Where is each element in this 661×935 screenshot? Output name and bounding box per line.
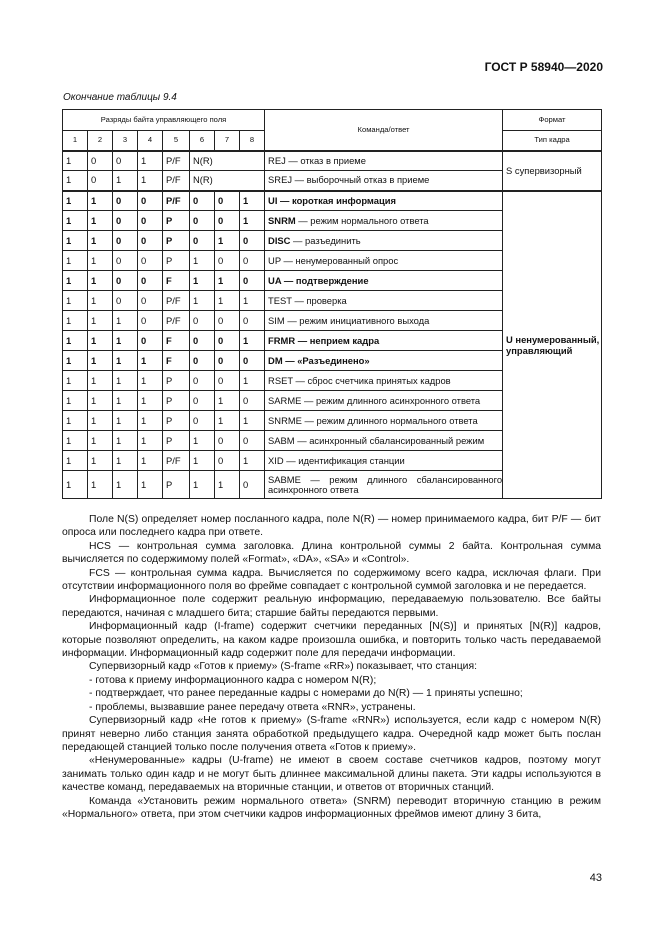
bit-cell: 0 <box>138 331 163 351</box>
command-code: DISC <box>268 234 291 246</box>
bit-cell: 0 <box>88 171 113 191</box>
command-cell: REJ — отказ в приеме <box>265 151 503 171</box>
command-cell: XID — идентификация станции <box>265 451 503 471</box>
bit-cell: 1 <box>240 191 265 211</box>
paragraph: Супервизорный кадр «Не готов к приему» (S-frame «RNR») используется, если кадр с номером N(R) принят неверно либо станция занята обработкой предыдущего кадра. Очередной кадр может быть послан передающей станцией только после получения ответа «Готов к приему». <box>62 715 601 753</box>
bit-cell: 0 <box>138 211 163 231</box>
bit-cell: 1 <box>215 271 240 291</box>
bit-cell: 0 <box>190 211 215 231</box>
bit-cell: 0 <box>215 191 240 211</box>
bit-cell: 1 <box>240 411 265 431</box>
command-cell: TEST — проверка <box>265 291 503 311</box>
bit-cell: P <box>163 411 190 431</box>
bit-cell: 1 <box>88 231 113 251</box>
format-unnumbered: U ненумерованный, управляющий <box>503 191 602 499</box>
paragraph: Информационное поле содержит реальную информацию, передаваемую пользователю. Все байты передаются, начиная с младшего бита; старшие байты передаются первыми. <box>62 594 601 619</box>
bit-cell: 0 <box>240 271 265 291</box>
page-number: 43 <box>589 872 602 884</box>
bit-cell: 1 <box>215 411 240 431</box>
command-cell <box>265 211 503 231</box>
bit-cell: 1 <box>113 411 138 431</box>
bit-cell: 1 <box>113 391 138 411</box>
bit-cell: 1 <box>190 431 215 451</box>
command-cell: SREJ — выборочный отказ в приеме <box>265 171 503 191</box>
bit-cell: 1 <box>215 391 240 411</box>
bit-cell: 1 <box>63 231 88 251</box>
format-supervisory: S супервизорный <box>503 151 602 191</box>
bit-cell: 1 <box>138 471 163 499</box>
command-cell: SABME — режим длинного сбалансированного асинхронного ответа <box>265 471 503 499</box>
bit-cell: 1 <box>88 391 113 411</box>
bit-cell: 0 <box>190 331 215 351</box>
list-item: - готова к приему информационного кадра с номером N(R); <box>89 674 377 686</box>
command-cell: SIM — режим инициативного выхода <box>265 311 503 331</box>
command-cell: SNRME — режим длинного нормального ответа <box>265 411 503 431</box>
bit-cell: 0 <box>190 411 215 431</box>
command-desc: — режим нормального ответа <box>295 214 429 226</box>
bit-cell: P <box>163 471 190 499</box>
bit-cell: 1 <box>215 471 240 499</box>
table-row <box>63 151 602 171</box>
bit-cell: 1 <box>138 451 163 471</box>
bit-cell: 0 <box>240 231 265 251</box>
table-caption: Окончание таблицы 9.4 <box>63 92 177 103</box>
bit-cell: 1 <box>63 311 88 331</box>
bits-group-header: Разряды байта управляющего поля <box>63 110 265 131</box>
bit-cell: 0 <box>215 211 240 231</box>
bit-cell: 0 <box>215 351 240 371</box>
bit-cell: 0 <box>240 311 265 331</box>
paragraph: Команда «Установить режим нормального ответа» (SNRM) переводит вторичную станцию в режим «Нормального» ответа, при этом счетчики кадров информационных фреймов имеют длину 3 бита, <box>62 795 601 820</box>
paragraph: Супервизорный кадр «Готов к приему» (S-frame «RR») показывает, что станция: <box>89 661 477 673</box>
bit-cell: 0 <box>240 351 265 371</box>
bit-cell: 1 <box>240 371 265 391</box>
bit-cell: 1 <box>113 331 138 351</box>
bit-cell: 0 <box>138 311 163 331</box>
bit-cell: 0 <box>240 431 265 451</box>
bit-number: 6 <box>190 131 215 151</box>
bit-cell: P <box>163 371 190 391</box>
bit-cell: 0 <box>113 211 138 231</box>
bit-cell: P/F <box>163 311 190 331</box>
bit-cell: 0 <box>113 291 138 311</box>
bit-cell: 1 <box>190 291 215 311</box>
bit-cell: P <box>163 391 190 411</box>
frame-type-header: Тип кадра <box>503 131 602 151</box>
bit-cell: 1 <box>88 451 113 471</box>
paragraph: FCS — контрольная сумма кадра. Вычисляется по содержимому всего кадра, исключая флаги. При отсутствии информационного поля во фрейме совпадает с контрольной суммой заголовка и не передается. <box>62 567 601 593</box>
format-header: Формат <box>503 110 602 131</box>
bit-cell: 0 <box>138 191 163 211</box>
bit-cell: 1 <box>138 411 163 431</box>
bit-cell: 1 <box>63 211 88 231</box>
bit-cell: 1 <box>88 371 113 391</box>
bit-cell: 1 <box>190 271 215 291</box>
command-cell: RSET — сброс счетчика принятых кадров <box>265 371 503 391</box>
bit-cell: F <box>163 351 190 371</box>
bit-cell: 1 <box>240 211 265 231</box>
bit-cell: 1 <box>63 291 88 311</box>
list-item: - проблемы, вызвавшие ранее передачу ответа «RNR», устранены. <box>89 701 416 713</box>
command-cell: UI — короткая информация <box>265 191 503 211</box>
bit-cell: 1 <box>63 251 88 271</box>
bit-cell: 1 <box>88 351 113 371</box>
table-row <box>63 191 602 211</box>
bit-cell: 0 <box>215 331 240 351</box>
bit-number: 1 <box>63 131 88 151</box>
bit-cell: 0 <box>190 351 215 371</box>
control-field-table <box>62 109 602 499</box>
bit-cell: 0 <box>215 451 240 471</box>
bit-cell: 1 <box>88 271 113 291</box>
bit-cell: 0 <box>113 271 138 291</box>
bit-cell: 1 <box>190 451 215 471</box>
bit-cell: 0 <box>113 231 138 251</box>
nr-cell: N(R) <box>190 171 265 191</box>
bit-cell: 1 <box>88 251 113 271</box>
bit-number: 4 <box>138 131 163 151</box>
bit-number: 2 <box>88 131 113 151</box>
bit-cell: 1 <box>63 451 88 471</box>
bit-cell: 1 <box>88 331 113 351</box>
bit-cell: 1 <box>240 451 265 471</box>
bit-cell: 0 <box>113 191 138 211</box>
bit-cell: 1 <box>63 191 88 211</box>
command-cell <box>265 231 503 251</box>
bit-cell: 1 <box>113 451 138 471</box>
bit-cell: P/F <box>163 191 190 211</box>
bit-cell: 1 <box>113 471 138 499</box>
bit-cell: 0 <box>190 231 215 251</box>
bit-cell: 1 <box>190 471 215 499</box>
bit-cell: 1 <box>138 351 163 371</box>
bit-number: 5 <box>163 131 190 151</box>
command-cell: SABM — асинхронный сбалансированный режим <box>265 431 503 451</box>
command-header: Команда/ответ <box>265 110 503 151</box>
bit-cell: 1 <box>88 291 113 311</box>
bit-cell: 0 <box>190 391 215 411</box>
bit-cell: 1 <box>88 191 113 211</box>
bit-cell: 1 <box>190 251 215 271</box>
bit-cell: 0 <box>113 251 138 271</box>
bit-cell: 0 <box>215 251 240 271</box>
bit-cell: 0 <box>113 151 138 171</box>
bit-cell: P/F <box>163 291 190 311</box>
bit-cell: P/F <box>163 451 190 471</box>
bit-cell: 1 <box>138 391 163 411</box>
bit-cell: 1 <box>113 171 138 191</box>
command-cell: UP — ненумерованный опрос <box>265 251 503 271</box>
command-cell: SARME — режим длинного асинхронного ответа <box>265 391 503 411</box>
bit-number: 8 <box>240 131 265 151</box>
bit-cell: P <box>163 231 190 251</box>
list-item: - подтверждает, что ранее переданные кадры с номерами до N(R) — 1 приняты успешно; <box>89 688 523 700</box>
command-cell: DM — «Разъединено» <box>265 351 503 371</box>
bit-cell: 1 <box>113 311 138 331</box>
bit-number: 7 <box>215 131 240 151</box>
paragraph: «Ненумерованные» кадры (U-frame) не имеют в своем составе счетчиков кадров, поэтому могут занимать только один кадр и не могут быть длиннее максимальной длины пакета. Эти кадры используются в качестве команд, передаваемых на вторичные станции, и ответов от вторичных станций. <box>62 755 601 794</box>
bit-cell: 1 <box>215 291 240 311</box>
bit-cell: 1 <box>240 331 265 351</box>
bit-cell: 1 <box>138 371 163 391</box>
bit-cell: P <box>163 431 190 451</box>
bit-cell: P/F <box>163 151 190 171</box>
bit-cell: 1 <box>63 351 88 371</box>
bit-cell: 1 <box>63 471 88 499</box>
bit-cell: 1 <box>88 431 113 451</box>
bit-cell: 1 <box>138 431 163 451</box>
bit-cell: 1 <box>63 431 88 451</box>
bit-cell: 0 <box>215 431 240 451</box>
bit-cell: 1 <box>113 351 138 371</box>
bit-cell: 0 <box>215 311 240 331</box>
bit-number: 3 <box>113 131 138 151</box>
bit-cell: 1 <box>63 391 88 411</box>
bit-cell: 1 <box>88 411 113 431</box>
bit-cell: 0 <box>88 151 113 171</box>
bit-cell: F <box>163 331 190 351</box>
bit-cell: P <box>163 251 190 271</box>
bit-cell: 0 <box>190 191 215 211</box>
paragraph: HCS — контрольная сумма заголовка. Длина контрольной суммы 2 байта. Контрольная сумма вычисляется по содержимому полей «Format», «DA», «SA» и «Control». <box>62 540 601 566</box>
bit-cell: 0 <box>138 271 163 291</box>
paragraph: Информационный кадр (I-frame) содержит счетчики переданных [N(S)] и принятых [N(R)] кадров, которые позволяют определить, на каком кадре произошла ошибка, и повторить только часть передаваемой информации. Информационный кадр содержит поле для передачи информации. <box>62 621 601 660</box>
body-text <box>62 513 601 821</box>
bit-cell: 0 <box>240 471 265 499</box>
bit-cell: 1 <box>63 271 88 291</box>
command-desc: — разъединить <box>290 234 361 246</box>
bit-cell: P/F <box>163 171 190 191</box>
bit-cell: 0 <box>240 391 265 411</box>
bit-cell: 0 <box>138 231 163 251</box>
bit-cell: 0 <box>190 311 215 331</box>
bit-cell: P <box>163 211 190 231</box>
bit-cell: 1 <box>88 471 113 499</box>
bit-cell: 1 <box>138 151 163 171</box>
bit-cell: 0 <box>138 291 163 311</box>
bit-cell: 0 <box>240 251 265 271</box>
bit-cell: 1 <box>63 331 88 351</box>
nr-cell: N(R) <box>190 151 265 171</box>
bit-cell: F <box>163 271 190 291</box>
bit-cell: 1 <box>63 371 88 391</box>
bit-cell: 1 <box>88 311 113 331</box>
bit-cell: 1 <box>63 171 88 191</box>
bit-cell: 1 <box>215 231 240 251</box>
bit-cell: 1 <box>113 371 138 391</box>
standard-number: ГОСТ Р 58940—2020 <box>484 60 603 74</box>
bit-cell: 1 <box>88 211 113 231</box>
bit-cell: 0 <box>190 371 215 391</box>
bit-cell: 0 <box>138 251 163 271</box>
bit-cell: 0 <box>215 371 240 391</box>
paragraph: Поле N(S) определяет номер посланного кадра, поле N(R) — номер принимаемого кадра, бит P/F — бит опроса или последнего кадра при ответе. <box>62 514 601 539</box>
command-code: SNRM <box>268 214 296 226</box>
bit-cell: 1 <box>138 171 163 191</box>
bit-cell: 1 <box>113 431 138 451</box>
command-cell: UA — подтверждение <box>265 271 503 291</box>
bit-cell: 1 <box>63 151 88 171</box>
command-cell: FRMR — неприем кадра <box>265 331 503 351</box>
bit-cell: 1 <box>63 411 88 431</box>
bit-cell: 1 <box>240 291 265 311</box>
